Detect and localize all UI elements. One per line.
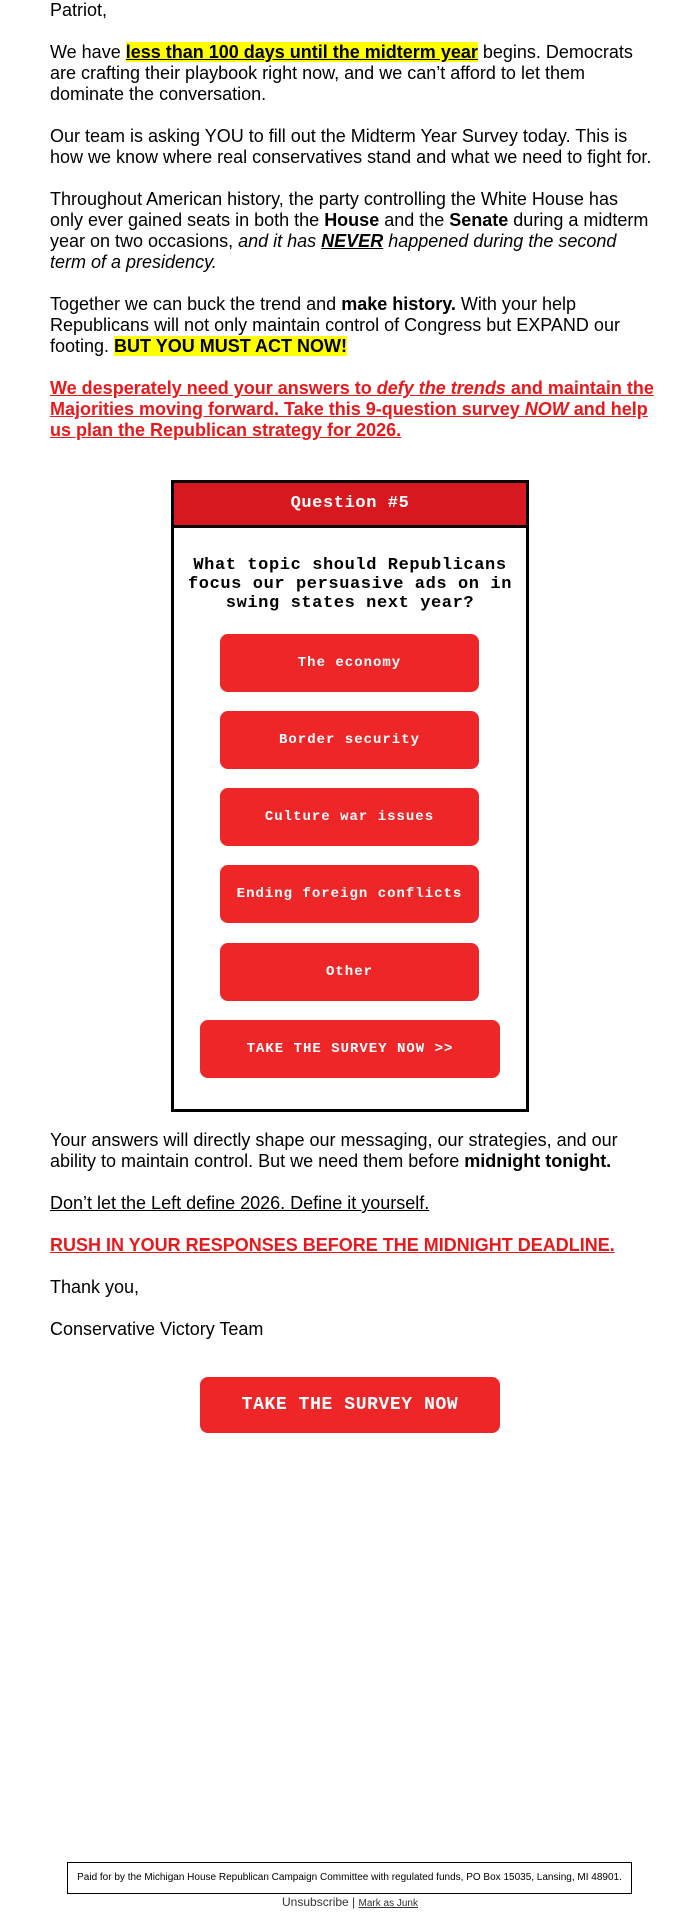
paragraph-intro — [50, 42, 655, 105]
bold-text: make history. — [341, 294, 456, 314]
emphasis-text: NEVER — [321, 231, 384, 251]
link-text[interactable]: defy the trends — [376, 378, 506, 398]
main-take-survey-button[interactable]: TAKE THE SURVEY NOW — [200, 1377, 500, 1433]
text: during a midterm year on two occasions, — [50, 210, 649, 251]
text: With your help Republicans will not only maintain control of Congress but EXPAND our footing. — [50, 294, 620, 356]
option-border-security-button[interactable]: Border security — [220, 711, 479, 769]
paragraph-survey: Our team is asking YOU to fill out the Midterm Year Survey today. This is how we know where real conservatives stand and what we need to fight for. — [50, 126, 652, 167]
link-text[interactable]: and maintain the Majorities moving forward. Take this 9-question survey — [50, 378, 654, 419]
paragraph-history — [50, 189, 655, 273]
option-foreign-conflicts-button[interactable]: Ending foreign conflicts — [220, 865, 479, 923]
highlight-text: less than 100 days until the midterm year — [125, 42, 478, 62]
email-body — [50, 0, 655, 462]
separator: | — [348, 1895, 359, 1909]
paragraph-together — [50, 294, 655, 357]
greeting: Patriot, — [50, 0, 108, 20]
survey-card — [171, 480, 529, 1112]
email-body-closing — [50, 1130, 655, 1361]
rush-link[interactable]: RUSH IN YOUR RESPONSES BEFORE THE MIDNIGHT DEADLINE. — [50, 1235, 615, 1255]
thank-you: Thank you, — [50, 1277, 140, 1297]
link-text[interactable]: Don’t let the Left define 2026. Define it yourself. — [50, 1193, 430, 1213]
paragraph-answers — [50, 1130, 655, 1172]
link-text[interactable]: We desperately need your answers to — [50, 378, 377, 398]
option-economy-button[interactable]: The economy — [220, 634, 479, 692]
italic-text: happened during the second term of a presidency. — [50, 231, 617, 272]
define-link[interactable] — [50, 1193, 655, 1214]
signature: Conservative Victory Team — [50, 1319, 264, 1339]
bold-text: House — [324, 210, 380, 230]
option-culture-war-button[interactable]: Culture war issues — [220, 788, 479, 846]
text: Throughout American history, the party controlling the White House has only ever gained seats in both the — [50, 189, 618, 230]
bold-text: Senate — [449, 210, 509, 230]
highlight-text: BUT YOU MUST ACT NOW! — [114, 336, 348, 356]
survey-link-paragraph[interactable] — [50, 378, 655, 441]
text: Your answers will directly shape our messaging, our strategies, and our ability to maintain control. But we need them before — [50, 1130, 618, 1171]
link-text[interactable]: and help us plan the Republican strategy for 2026. — [50, 399, 648, 440]
text: We have — [50, 42, 126, 62]
mark-as-junk-link[interactable]: Mark as Junk — [358, 1898, 418, 1909]
disclaimer-box: Paid for by the Michigan House Republican Campaign Committee with regulated funds, PO Box 15035, Lansing, MI 48901. — [67, 1862, 632, 1894]
survey-question: What topic should Republicans focus our persuasive ads on in swing states next year? — [187, 556, 513, 613]
survey-question-header: Question #5 — [174, 483, 526, 528]
link-text[interactable]: NOW — [524, 399, 569, 419]
take-survey-button[interactable]: TAKE THE SURVEY NOW >> — [200, 1020, 500, 1078]
unsubscribe-link[interactable]: Unsubscribe — [282, 1895, 349, 1909]
text: begins. Democrats are crafting their playbook right now, and we can’t afford to let them dominate the conversation. — [50, 42, 633, 104]
bold-text: midnight tonight. — [464, 1151, 612, 1171]
option-other-button[interactable]: Other — [220, 943, 479, 1001]
italic-text: and it has — [238, 231, 322, 251]
footer-links — [0, 1895, 700, 1909]
text: Together we can buck the trend and — [50, 294, 342, 314]
text: and the — [379, 210, 450, 230]
